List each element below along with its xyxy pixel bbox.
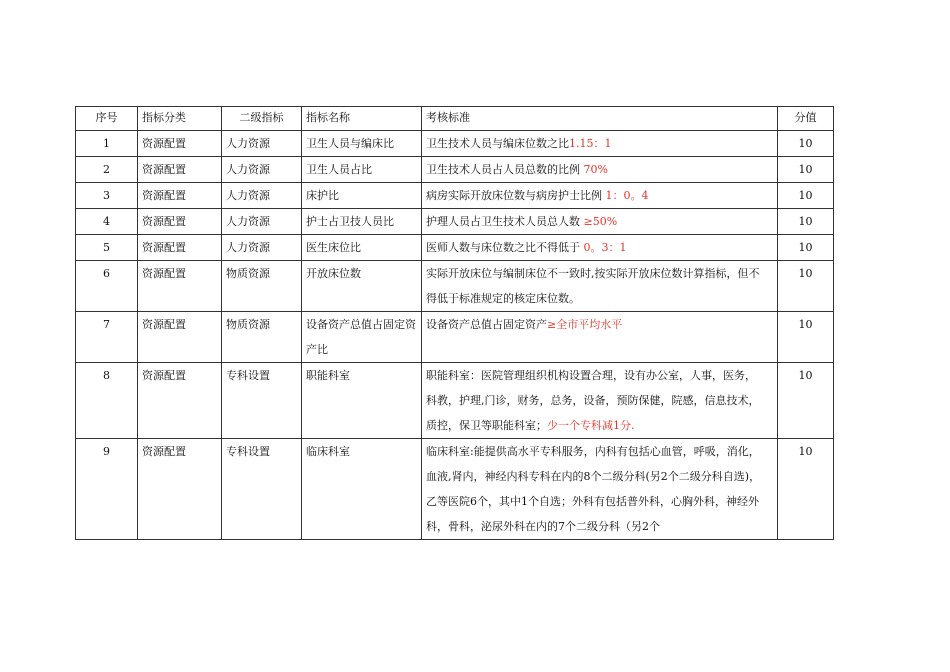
- cell-category: 资源配置: [138, 209, 222, 235]
- standard-highlight: ≥50%: [583, 215, 618, 228]
- cell-subindicator: 物质资源: [222, 312, 302, 363]
- standard-text: 职能科室：医院管理组织机构设置合理，设有办公室，人事，医务，科教，护理,门诊，财务，总务，设备，预防保健，院感，信息技术，质控，保卫等职能科室；: [426, 369, 760, 432]
- table-row: [76, 363, 834, 439]
- cell-subindicator: 人力资源: [222, 131, 302, 157]
- standard-text: 护理人员占卫生技术人员总人数: [426, 215, 580, 228]
- standard-text: 病房实际开放床位数与病房护士比例: [426, 189, 602, 202]
- cell-indicator-name: 临床科室: [302, 439, 422, 540]
- table-row: [76, 235, 834, 261]
- standard-text: 实际开放床位与编制床位不一致时,按实际开放床位数计算指标，但不得低于标准规定的核定床位数。: [426, 267, 760, 305]
- cell-standard: [422, 261, 778, 312]
- table-row: [76, 157, 834, 183]
- standard-text: 卫生技术人员与编床位数之比: [426, 137, 569, 150]
- header-cell-index: 序号: [76, 107, 138, 131]
- cell-subindicator: 专科设置: [222, 439, 302, 540]
- header-cell-standard: 考核标准: [422, 107, 778, 131]
- cell-score: 10: [778, 183, 834, 209]
- cell-score: 10: [778, 235, 834, 261]
- cell-category: 资源配置: [138, 312, 222, 363]
- cell-index: 5: [76, 235, 138, 261]
- cell-index: 4: [76, 209, 138, 235]
- cell-standard: [422, 235, 778, 261]
- cell-standard: [422, 183, 778, 209]
- cell-score: 10: [778, 439, 834, 540]
- cell-score: 10: [778, 261, 834, 312]
- cell-index: 3: [76, 183, 138, 209]
- cell-score: 10: [778, 131, 834, 157]
- standard-text: 卫生技术人员占人员总数的比例: [426, 163, 580, 176]
- cell-category: 资源配置: [138, 131, 222, 157]
- standard-highlight: 1.15：1: [569, 137, 612, 150]
- cell-index: 7: [76, 312, 138, 363]
- cell-index: 1: [76, 131, 138, 157]
- cell-indicator-name: 设备资产总值占固定资产比: [302, 312, 422, 363]
- table-row: [76, 439, 834, 540]
- cell-indicator-name: 医生床位比: [302, 235, 422, 261]
- cell-index: 2: [76, 157, 138, 183]
- cell-standard: [422, 209, 778, 235]
- cell-standard: [422, 439, 778, 540]
- cell-subindicator: 人力资源: [222, 235, 302, 261]
- table-row: [76, 183, 834, 209]
- table-row: [76, 131, 834, 157]
- cell-indicator-name: 职能科室: [302, 363, 422, 439]
- standard-text: 医师人数与床位数之比不得低于: [426, 241, 580, 254]
- cell-standard: [422, 157, 778, 183]
- table-row: [76, 312, 834, 363]
- cell-index: 8: [76, 363, 138, 439]
- cell-indicator-name: 卫生人员与编床比: [302, 131, 422, 157]
- standard-highlight: 少一个专科减1分.: [547, 419, 635, 432]
- table-row: [76, 261, 834, 312]
- cell-category: 资源配置: [138, 439, 222, 540]
- cell-subindicator: 人力资源: [222, 183, 302, 209]
- cell-score: 10: [778, 209, 834, 235]
- standard-highlight: 70%: [583, 163, 608, 176]
- standard-text: 临床科室:能提供高水平专科服务，内科有包括心血管，呼吸，消化，血液,肾内，神经内科专科在内的8个二级分科(另2个二级分科自选)，乙等医院6个，其中1个自选；外科有包括普外科，心胸外科，神经外科，骨科，泌尿外科在内的7个二级分科（另2个: [426, 445, 761, 533]
- cell-subindicator: 人力资源: [222, 209, 302, 235]
- cell-indicator-name: 卫生人员占比: [302, 157, 422, 183]
- cell-standard: [422, 312, 778, 363]
- cell-index: 6: [76, 261, 138, 312]
- standard-text: 设备资产总值占固定资产: [426, 318, 547, 331]
- standard-highlight: 0。3：1: [583, 241, 627, 254]
- cell-category: 资源配置: [138, 261, 222, 312]
- table-row: [76, 209, 834, 235]
- cell-index: 9: [76, 439, 138, 540]
- header-cell-subindicator: 二级指标: [222, 107, 302, 131]
- cell-score: 10: [778, 312, 834, 363]
- cell-subindicator: 物质资源: [222, 261, 302, 312]
- cell-standard: [422, 363, 778, 439]
- header-row: [76, 107, 834, 131]
- standard-highlight: ≥全市平均水平: [547, 318, 623, 331]
- cell-category: 资源配置: [138, 235, 222, 261]
- cell-subindicator: 人力资源: [222, 157, 302, 183]
- cell-score: 10: [778, 363, 834, 439]
- cell-subindicator: 专科设置: [222, 363, 302, 439]
- standard-highlight: 1：0。4: [605, 189, 649, 202]
- header-cell-score: 分值: [778, 107, 834, 131]
- cell-indicator-name: 护士占卫技人员比: [302, 209, 422, 235]
- cell-category: 资源配置: [138, 363, 222, 439]
- cell-category: 资源配置: [138, 157, 222, 183]
- cell-indicator-name: 床护比: [302, 183, 422, 209]
- assessment-table: [75, 106, 834, 540]
- cell-indicator-name: 开放床位数: [302, 261, 422, 312]
- cell-category: 资源配置: [138, 183, 222, 209]
- header-cell-category: 指标分类: [138, 107, 222, 131]
- cell-standard: [422, 131, 778, 157]
- cell-score: 10: [778, 157, 834, 183]
- header-cell-indicator-name: 指标名称: [302, 107, 422, 131]
